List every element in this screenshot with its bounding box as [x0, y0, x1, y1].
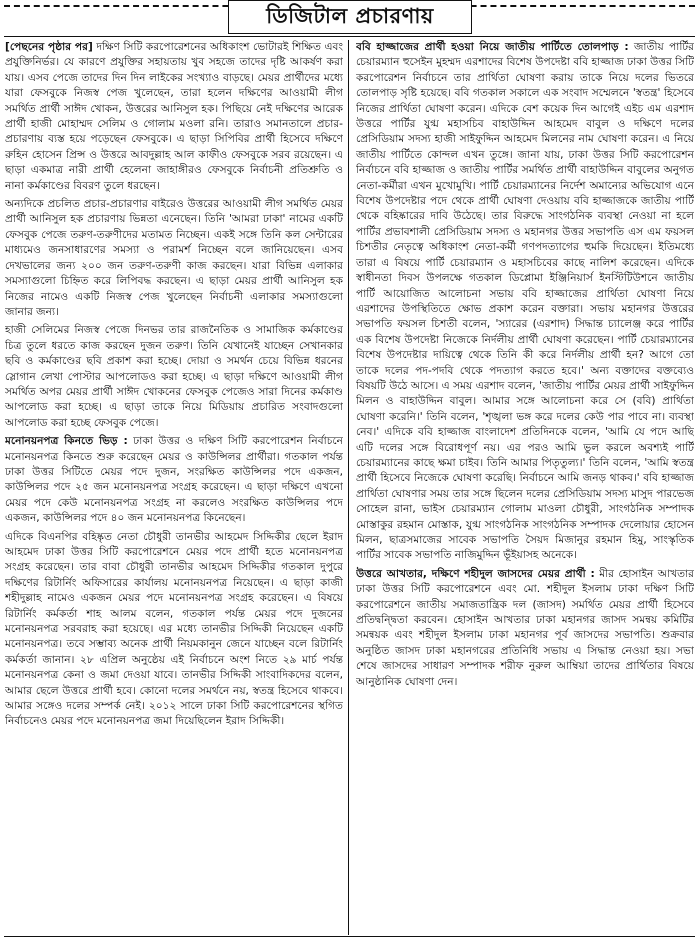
subheading-jasod: উত্তরে আখতার, দক্ষিণে শহীদুল জাসদের মেয়র প্রার্থী : [356, 567, 595, 580]
paragraph-4 [5, 434, 343, 526]
column-divider [348, 40, 349, 935]
paragraph-1-text: দক্ষিণ সিটি করপোরেশনের অধিকাংশ ভোটারই শিক্ষিত এবং প্রযুক্তিনির্ভর। যে কারণে প্রযুক্তির সহায়তায় খুব সহজে তাদের দৃষ্টি আকর্ষণ করা যায়। এসব পেজে তাদের দিন দিন লাইকের সংখ্যাও বাড়ছে। মেয়র প্রার্থীদের মধ্যে যারা ফেসবুকে নিজস্ব পেজ খুলেছেন, তারা হলেন দক্ষিণের আওয়ামী লীগ সমর্থিত প্রার্থী সাঈদ খোকন, উত্তরের আনিসুল হক। পিছিয়ে নেই দক্ষিণের আরেক প্রার্থী হাজী মোহাম্মদ সেলিম ও গোলাম মওলা রনি। তারাও সমানতালে প্রচার-প্রচারণায় ব্যস্ত হয়ে পড়েছেন ফেসবুকে। এ ছাড়া সিপিবির প্রার্থী হিসেবে দক্ষিণে রুহিন হোসেন প্রিন্স ও উত্তরে আবদুল্লাহ আল কাফীও ফেসবুকে সরব রয়েছেন। এ ছাড়া একমাত্র নারী প্রার্থী হেলেনা জাহাঙ্গীরও ফেসবুকে নির্বাচনী প্রতিশ্রুতি ও নানা কর্মকাণ্ডের বিবরণ তুলে ধরছেন। [5, 41, 343, 192]
continued-from-kicker: [পেছনের পৃষ্ঠার পর] [5, 41, 93, 53]
paragraph-3: হাজী সেলিমের নিজস্ব পেজে দিনভর তার রাজনৈতিক ও সামাজিক কর্মকাণ্ডের চিত্র তুলে ধরতে কাজ করছেন দুজন তরুণ। তিনি যেখানেই যাচ্ছেন সেখানকার ছবি ও কর্মকাণ্ডের ছবি প্রকাশ করা হচ্ছে। দোয়া ও সমর্থন চেয়ে বিভিন্ন ধরনের স্লোগান লেখা পোস্টার আপলোডও করা হচ্ছে। এ ছাড়া দক্ষিণে আওয়ামী লীগ সমর্থিত অপর মেয়র প্রার্থী সাঈদ খোকনের ফেসবুক পেজেও সারা দিনের কর্মকাণ্ড আপলোড করা হচ্ছে। এ ছাড়া তাকে নিয়ে মিডিয়ায় প্রচারিত সংবাদগুলো আপলোড করা হচ্ছে ফেসবুক পেজে। [5, 324, 343, 429]
paragraph-4-text: ঢাকা উত্তর ও দক্ষিণ সিটি করপোরেশন নির্বাচনে মনোনয়নপত্র কিনতে শুরু করেছেন মেয়র ও কাউন্সিলর প্রার্থীরা। গতকাল পর্যন্ত ঢাকা উত্তর সিটিতে মেয়র পদে দুজন, সংরক্ষিত কাউন্সিলর পদে একজন, কাউন্সিলর পদে ২৫ জন মনোনয়নপত্র সংগ্রহ করেছেন। এ ছাড়া দক্ষিণে এখনো মেয়র পদে কেউ মনোনয়নপত্র সংগ্রহ না করলেও সংরক্ষিত কাউন্সিলর পদে একজন, কাউন্সিলর পদে ৪০ জন মনোনয়নপত্র কিনেছেন। [5, 435, 343, 525]
paragraph-7-text: মীর হোসাইন আখতার ঢাকা উত্তর সিটি করপোরেশনে এবং মো. শহীদুল ইসলাম ঢাকা দক্ষিণ সিটি করপোরেশনে জাতীয় সমাজতান্ত্রিক দল (জাসদ) সমর্থিত মেয়র প্রার্থী হিসেবে প্রতিদ্বন্দ্বিতা করবেন। হোসাইন আখতার ঢাকা মহানগর জাসদ সমন্বয় কমিটির সমন্বয়ক এবং শহীদুল ইসলাম ঢাকা মহানগর পূর্ব জাসদের সভাপতি। শুক্রবার অনুষ্ঠিত জাসদ ঢাকা মহানগরের প্রতিনিধি সভায় এ সিদ্ধান্ত নেওয়া হয়। সভা শেষে জাসদের সাধারণ সম্পাদক শরীফ নুরুল আম্বিয়া তাদের প্রার্থিতার বিষয়ে আনুষ্ঠানিক ঘোষণা দেন। [356, 567, 694, 688]
paragraph-5: এদিকে বিএনপির বহিষ্কৃত নেতা চৌধুরী তানভীর আহমেদ সিদ্দিকীর ছেলে ইরাদ আহমেদ ঢাকা উত্তর সিটি করপোরেশনে মেয়র পদে প্রার্থী হতে মনোনয়নপত্র সংগ্রহ করেছেন। তার বাবা চৌধুরী তানভীর আহমেদ সিদ্দিকীর গতকাল দুপুরে দক্ষিণের রিটার্নিং অফিসারের কার্যালয় মনোনয়নপত্র নিয়েছেন। এ ছাড়া কাজী শহীদুল্লাহ নামেও একজন মেয়র পদে মনোনয়নপত্র সংগ্রহ করেছেন। এ বিষয়ে রিটার্নিং কর্মকর্তা শাহ আলম বলেন, গতকাল পর্যন্ত মেয়র পদে দুজনের মনোনয়নপত্র সরবরাহ করা হয়েছে। এর মধ্যে তানভীর সিদ্দিকী নিয়েছেন একটি মনোনয়নপত্র। তবে সম্ভাব্য অনেক প্রার্থী নিয়মকানুন জেনে যাচ্ছেন বলে রিটার্নিং কর্মকর্তা জানান। ২৮ এপ্রিল অনুষ্ঠেয় এই নির্বাচনে অংশ নিতে ২৯ মার্চ পর্যন্ত মনোনয়নপত্র কেনা ও জমা দেওয়া যাবে। তানভীর সিদ্দিকী সাংবাদিকদের বলেন, আমার ছেলে উত্তরে প্রার্থী হবে। কোনো দলের সমর্থনে নয়, স্বতন্ত্র হিসেবে থাকবে। আমার সঙ্গেও দলের সম্পর্ক নেই। ২০১২ সালে ঢাকা সিটি করপোরেশনের স্থগিত নির্বাচনেও মেয়র পদে মনোনয়নপত্র জমা দিয়েছিলেন ইরাদ সিদ্দিকী। [5, 530, 343, 728]
paragraph-6-text: জাতীয় পার্টির চেয়ারম্যান হুসেইন মুহম্মদ এরশাদের বিশেষ উপদেষ্টা ববি হাজ্জাজ ঢাকা উত্তর সিটি করপোরেশন নির্বাচনে তার প্রার্থিতা ঘোষণা করায় তাকে নিয়ে দলের ভিতরে তোলপাড় সৃষ্টি হয়েছে। ববি গতকাল সকালে এক সংবাদ সম্মেলনে 'স্বতন্ত্র' হিসেবে নিজের প্রার্থিতা ঘোষণা করেন। এদিকে বেশ কয়েক দিন আগেই এইচ এম এরশাদ উত্তরে পার্টির যুগ্ম মহাসচিব বাহাউদ্দিন আহমেদ বাবুল ও দক্ষিণে দলের প্রেসিডিয়াম সদস্য হাজী সাইফুদ্দিন আহমেদ মিলনের নাম ঘোষণা করেন। এ নিয়ে জাতীয় পার্টিতে কোন্দল এখন তুঙ্গে। জানা যায়, ঢাকা উত্তর সিটি করপোরেশন নির্বাচনে ববি হাজ্জাজ ও জাতীয় পার্টির সমর্থিত প্রার্থী বাহাউদ্দিন বাবুলের অনুগত নেতা-কর্মীরা এখন মুখোমুখি। পার্টি চেয়ারম্যানের নির্দেশ অমান্যের অভিযোগ এনে বিশেষ উপদেষ্টার পদে থেকে প্রার্থী ঘোষণা দেওয়ায় ববি হাজ্জাজকে জাতীয় পার্টি থেকে বহিষ্কারের দাবি উঠেছে। তার বিরুদ্ধে সাংগঠনিক ব্যবস্থা নেওয়া না হলে পার্টির প্রভাবশালী প্রেসিডিয়াম সদস্য ও মহানগর উত্তর সভাপতি এস এম ফয়সল চিশতীর নেতৃত্বে অধিকাংশ নেতা-কর্মী গণপদত্যাগের হুমকি দিয়েছেন। ইতিমধ্যে তারা এ বিষয়ে পার্টি চেয়ারম্যান ও মহাসচিবের কাছে নালিশ করেছেন। এদিকে স্বাধীনতা দিবস উপলক্ষে গতকাল ডিপ্লোমা ইঞ্জিনিয়ার্স ইনস্টিটিউশনে জাতীয় পার্টি আয়োজিত আলোচনা সভায় ববি হাজ্জাজের প্রার্থিতা ঘোষণা নিয়ে এরশাদের উপস্থিতিতে ক্ষোভ প্রকাশ করেন বক্তারা। সভায় মহানগর উত্তরের সভাপতি ফয়সল চিশতী বলেন, 'স্যারের (এরশাদ) সিদ্ধান্ত চ্যালেঞ্জ করে পার্টির এক বিশেষ উপদেষ্টা নিজেকে নির্দলীয় প্রার্থী ঘোষণা করেছেন। পার্টি চেয়ারম্যানের বিশেষ উপদেষ্টার দায়িত্বে থেকে তিনি কী করে নির্দলীয় প্রার্থী হন? আগে তো তাকে দলের পদ-পদবি থেকে পদত্যাগ করতে হবে।' অন্য বক্তাদের বক্তব্যেও বিষয়টি উঠে আসে। এ সময় এরশাদ বলেন, 'জাতীয় পার্টির মেয়র প্রার্থী সাইফুদ্দিন মিলন ও বাহাউদ্দিন বাবুল। আমার সঙ্গে আলোচনা করে সে (ববি) প্রার্থিতা ঘোষণা করেনি।' তিনি বলেন, 'শৃঙ্খলা ভঙ্গ করে দলের কেউ পার পাবে না। ব্যবস্থা নেব।' এদিকে ববি হাজ্জাজ বাংলাদেশ প্রতিদিনকে বলেন, 'আমি যে পদে আছি এটি দলের সঙ্গে বিরোধপূর্ণ নয়। এর পরও আমি ভুল করলে অবশ্যই পার্টি চেয়ারম্যানের কাছে ক্ষমা চাইব। তিনি আমার পিতৃতুল্য।' তিনি বলেন, 'আমি স্বতন্ত্র প্রার্থী হিসেবে নিজেকে ঘোষণা করেছি। নির্বাচনে আমি জনড় থাকব।' ববি হাজ্জাজ প্রার্থিতা ঘোষণার সময় তার সঙ্গে ছিলেন দলের প্রেসিডিয়াম সদস্য মাসুদ পারভেজ সোহেল রানা, ভাইস চেয়ারম্যান গোলাম মাওলা চৌধুরী, সাংগঠনিক সম্পাদক মোস্তাকুর রহমান মোস্তাক, যুগ্ম সাংগঠনিক সাংগঠনিক সম্পাদক দেলোয়ার হোসেন মিলন, ছাত্রসমাজের সাবেক সভাপতি সৈয়দ মিজানুর রহমান হিমু, সাংস্কৃতিক পার্টির সাবেক সভাপতি নাজিমুদ্দিন ভূঁইয়াসহ অনেকে। [356, 41, 694, 562]
subheading-nomination: মনোনয়নপত্র কিনতে ভিড় : [5, 435, 128, 448]
paragraph-2: অন্যদিকে প্রচলিত প্রচার-প্রচারণার বাইরেও উত্তরের আওয়ামী লীগ সমর্থিত মেয়র প্রার্থী আনিসুল হক প্রচারণায় ভিন্নতা এনেছেন। তিনি 'আমরা ঢাকা' নামের একটি ফেসবুক পেজে তরুণ-তরুণীদের মতামত নিচ্ছেন। একই সঙ্গে তিনি কল সেন্টারের মাধ্যমেও জনসাধারণের সমস্যা ও পরামর্শ নিচ্ছেন বলে জানিয়েছেন। এসব দেখভালের জন্য ২০০ জন তরুণ-তরুণী কাজ করছেন। যারা বিভিন্ন এলাকার সমস্যাগুলো চিহ্নিত করে লিপিবদ্ধ করছেন। এ ছাড়া মেয়র প্রার্থী আনিসুল হক নিজের নামেও একটি নিজস্ব পেজ খুলেছেন নির্বাচনী এলাকার সমস্যাগুলো জানার জন্য। [5, 198, 343, 318]
paragraph-7 [356, 567, 694, 690]
paragraph-6 [356, 40, 694, 564]
headline-underline [4, 36, 695, 37]
bottom-rule [4, 936, 695, 937]
paragraph-1 [5, 40, 343, 194]
subheading-jatiya-party: ববি হাজ্জাজের প্রার্থী হওয়া নিয়ে জাতীয় পার্টিতে তোলপাড় : [356, 41, 629, 53]
left-column [5, 40, 343, 935]
right-column [356, 40, 694, 935]
page-headline: ডিজিটাল প্রচারণায় [228, 0, 472, 34]
